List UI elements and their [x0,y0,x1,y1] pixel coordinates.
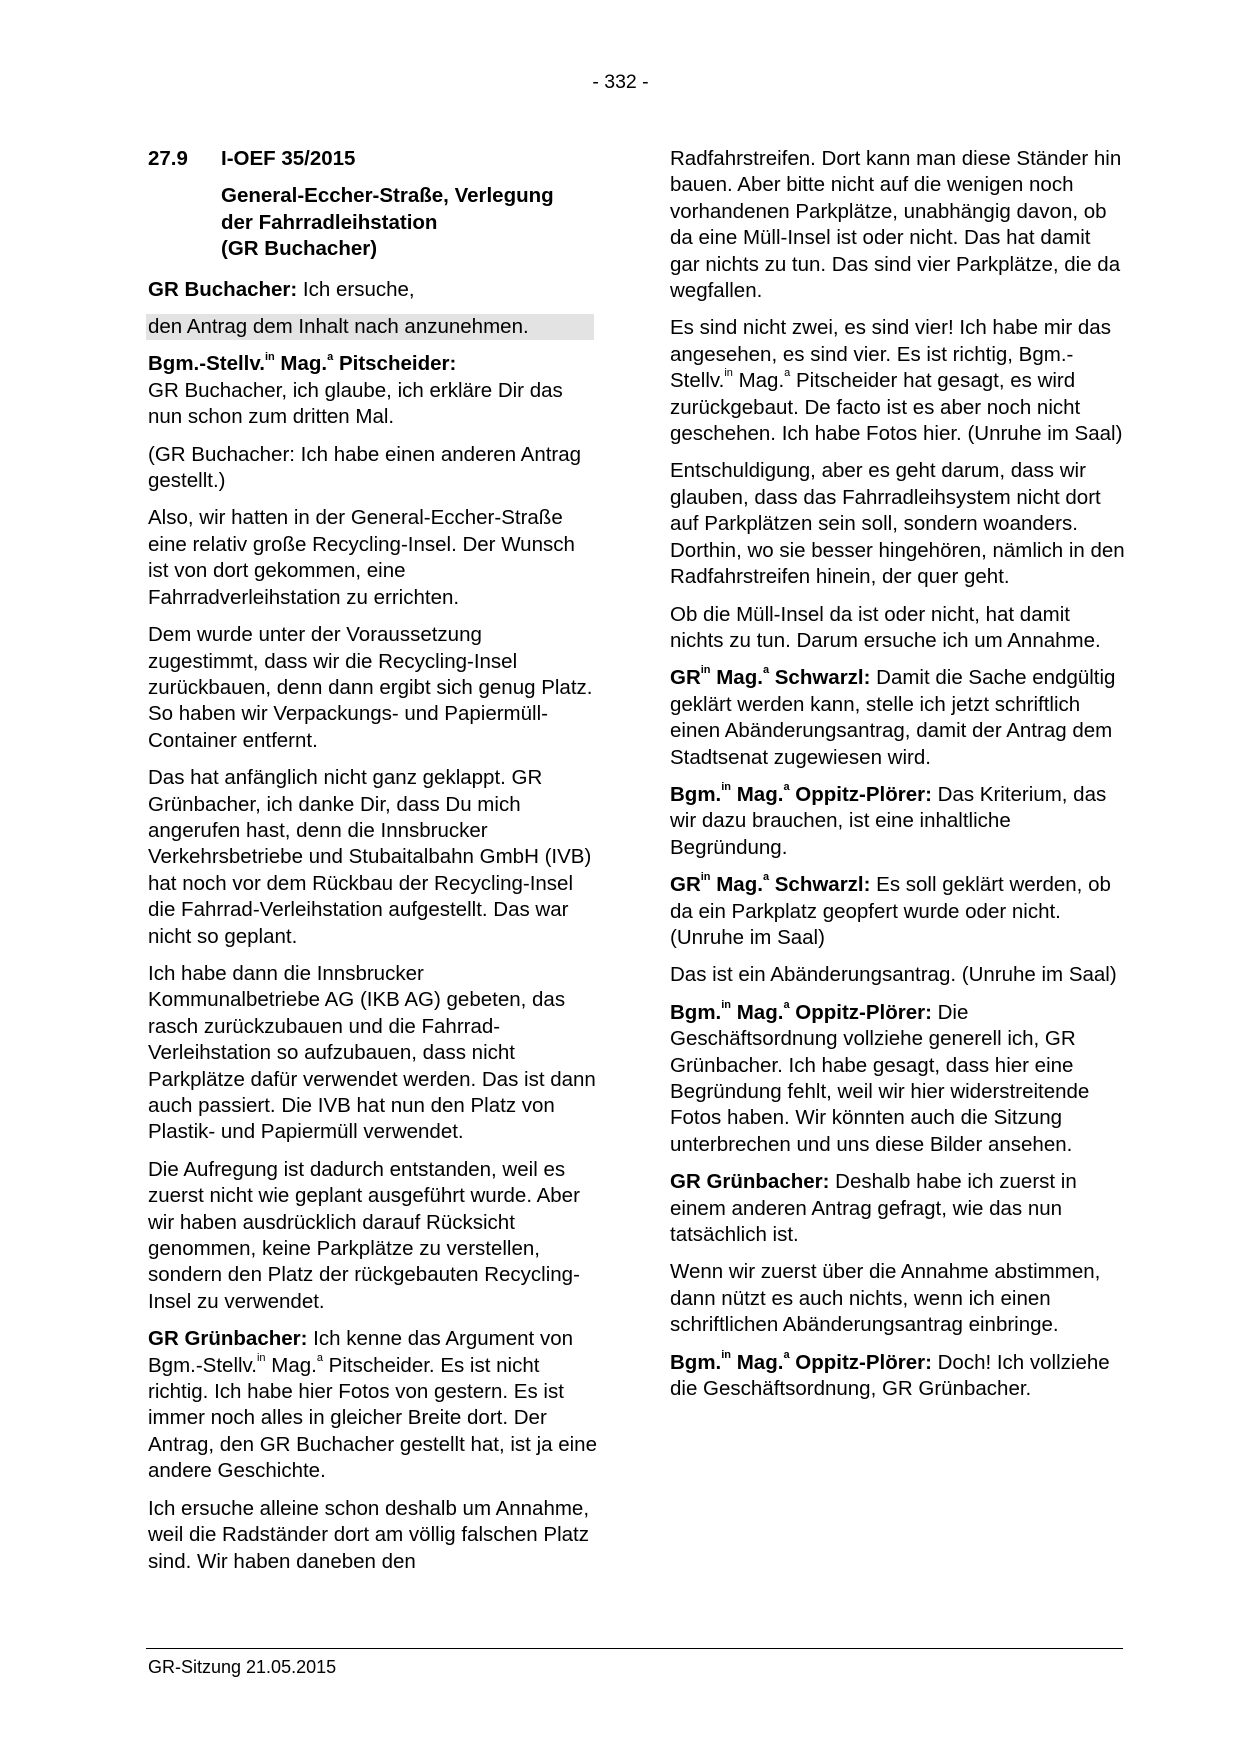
paragraph: Entschuldigung, aber es geht darum, dass wir glauben, dass das Fahrradleihsystem nicht dort auf Parkplätzen sein soll, sondern woanders. Dorthin, wo sie besser hingehören, nämlich in den Radfahrstreifen hinein, der quer geht. [670,459,1125,589]
paragraph: Das hat anfänglich nicht ganz geklappt. GR Grünbacher, ich danke Dir, dass Du mich angerufen hast, denn die Innsbrucker Verkehrsbetriebe und Stubaitalbahn GmbH (IVB) hat noch vor dem Rückbau der Recycling-Insel die Fahrrad-Verleihstation aufgestellt. Das war nicht so geplant. [148,766,592,948]
agenda-title-line: (GR Buchacher) [221,237,378,261]
speaker-name: $GR^{in}$ Mag.$^a$ Schwarzl: [670,664,871,690]
statement-paragraph: GR Buchacher: Ich ersuche, [148,277,415,301]
speaker-name: Bgm.$^{in}$ Mag.$^a$ Oppitz-Plörer: [670,998,932,1024]
paragraph: Ob die Müll-Insel da ist oder nicht, hat damit nichts zu tun. Darum ersuche ich um Annahme. [670,602,1101,652]
paragraph: (GR Buchacher: Ich habe einen anderen Antrag gestellt.) [148,442,582,493]
agenda-item-header [148,146,598,172]
agenda-title-line: der Fahrradleihstation [221,210,438,234]
statement-paragraph: Bgm.$^{in}$ Mag.$^a$ Oppitz-Plörer: Die Geschäftsordnung vollziehe generell ich, GR Grünbacher. Ich habe gesagt, dass hier eine Begründung fehlt, weil wir hier widerstreitende Fotos haben. Wir könnten auch die Sitzung unterbrechen und uns diese Bilder ansehen. [670,998,1090,1156]
speaker-name: Bgm.$^{in}$ Mag.$^a$ Oppitz-Plörer: [670,781,932,806]
paragraph: Das ist ein Abänderungsantrag. (Unruhe im Saal) [670,963,1117,987]
highlighted-motion [148,314,598,340]
speaker-name: GR Buchacher: [148,277,298,301]
paragraph: Also, wir hatten in der General-Eccher-Straße eine relativ große Recycling-Insel. Der Wunsch ist von dort gekommen, eine Fahrradverleihstation zu errichten. [148,506,575,609]
speaker-name: $GR^{in}$ Mag.$^a$ Schwarzl: [670,871,871,897]
paragraph: Wenn wir zuerst über die Annahme abstimmen, dann nützt es auch nichts, wenn ich einen schriftlichen Abänderungsantrag einbringe. [670,1260,1101,1337]
statement-paragraph: Bgm.-Stellv.$^{in}$ Mag.$^a$ Pitscheider: GR Buchacher, ich glaube, ich erkläre Dir das nun schon zum dritten Mal. [148,350,563,429]
agenda-item-code: I-OEF 35/2015 [221,147,356,170]
footer-divider [146,1648,1123,1649]
agenda-title-line: General-Eccher-Straße, Verlegung [221,184,554,208]
footer-session-date: GR-Sitzung 21.05.2015 [148,1657,337,1677]
paragraph: Ich ersuche alleine schon deshalb um Annahme, weil die Radständer dort am völlig falschen Platz sind. Wir haben daneben den [148,1496,590,1573]
motion-text: den Antrag dem Inhalt nach anzunehmen. [146,314,594,340]
statement-paragraph: GR Grünbacher: Deshalb habe ich zuerst in einem anderen Antrag gefragt, wie das nun tatsächlich ist. [670,1170,1077,1247]
statement-paragraph: Bgm.$^{in}$ Mag.$^a$ Oppitz-Plörer: Doch! Ich vollziehe die Geschäftsordnung, GR Grünbacher. [670,1348,1110,1401]
speaker-name: Bgm.-Stellv.$^{in}$ Mag.$^a$ Pitscheider: [148,350,457,376]
right-column [670,146,1125,1413]
statement-paragraph: $GR^{in}$ Mag.$^a$ Schwarzl: Damit die Sache endgültig geklärt werden kann, stelle ich jetzt schriftlich einen Abänderungsantrag, damit der Antrag dem Stadtsenat zugewiesen wird. [670,664,1116,769]
speaker-name: Bgm.$^{in}$ Mag.$^a$ Oppitz-Plörer: [670,1348,932,1374]
paragraph: Radfahrstreifen. Dort kann man diese Ständer hin bauen. Aber bitte nicht auf die wenigen noch vorhandenen Parkplätze, unabhängig davon, ob da eine Müll-Insel ist oder nicht. Das hat damit gar nichts zu tun. Das sind vier Parkplätze, die da wegfallen. [670,147,1122,303]
statement-paragraph: $GR^{in}$ Mag.$^a$ Schwarzl: Es soll geklärt werden, ob da ein Parkplatz geopfert wurde oder nicht. (Unruhe im Saal) [670,871,1111,949]
paragraph: Dem wurde unter der Voraussetzung zugestimmt, dass wir die Recycling-Insel zurückbauen, denn dann ergibt sich genug Platz. So haben wir Verpackungs- und Papiermüll-Container entfernt. [148,623,593,752]
paragraph: Die Aufregung ist dadurch entstanden, weil es zuerst nicht wie geplant ausgeführt wurde. Aber wir haben ausdrücklich darauf Rücksicht genommen, keine Parkplätze zu verstellen, sondern den Platz der rückgebauten Recycling-Insel zu verwendet. [148,1157,580,1313]
agenda-item-title [221,183,598,262]
paragraph: Ich habe dann die Innsbrucker Kommunalbetriebe AG (IKB AG) gebeten, das rasch zurückzubauen und die Fahrrad-Verleihstation so aufzubauen, dass nicht Parkplätze dafür verwendet werden. Das ist dann auch passiert. Die IVB hat nun den Platz von Plastik- und Papiermüll verwendet. [148,961,596,1144]
paragraph: Es sind nicht zwei, es sind vier! Ich habe mir das angesehen, es sind vier. Es ist richtig, Bgm.-Stellv.$^{in}$ Mag.$^a$ Pitscheider hat gesagt, es wird zurückgebaut. De facto ist es aber noch nicht geschehen. Ich habe Fotos hier. (Unruhe im Saal) [670,316,1123,446]
speaker-name: GR Grünbacher: [148,1327,308,1351]
statement-paragraph: Bgm.$^{in}$ Mag.$^a$ Oppitz-Plörer: Das Kriterium, das wir dazu brauchen, ist eine inhaltliche Begründung. [670,781,1107,859]
left-column [148,146,598,1586]
page-number: - 332 - [592,71,649,93]
statement-paragraph: GR Grünbacher: Ich kenne das Argument von Bgm.-Stellv.$^{in}$ Mag.$^a$ Pitscheider. Es ist nicht richtig. Ich habe hier Fotos von gestern. Es ist immer noch alles in gleicher Breite dort. Der Antrag, den GR Buchacher gestellt hat, ist ja eine andere Geschichte. [148,1327,597,1483]
speaker-name: GR Grünbacher: [670,1170,830,1194]
agenda-item-number: 27.9 [148,147,188,170]
